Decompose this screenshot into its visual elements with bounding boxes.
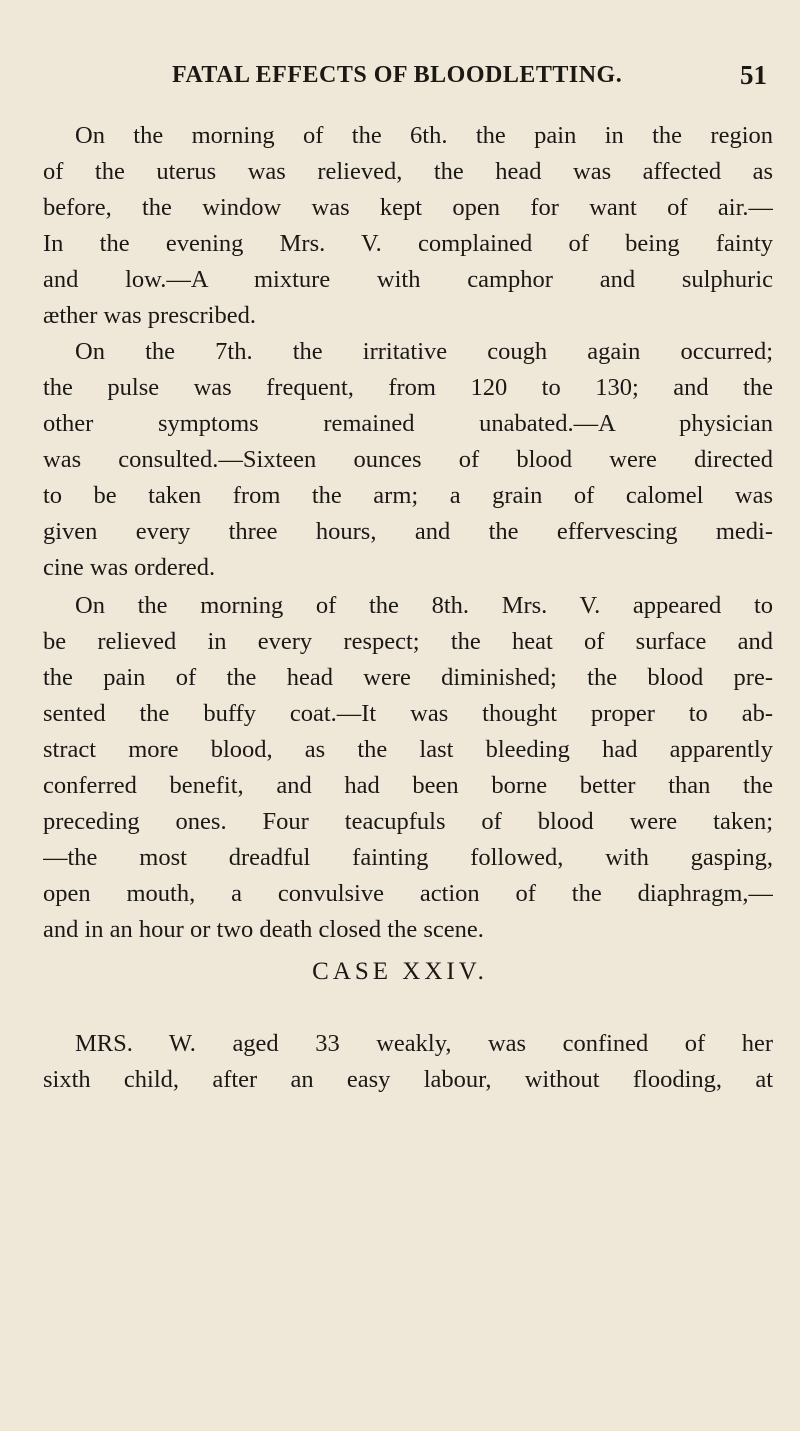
case-heading: CASE XXIV.: [312, 958, 488, 985]
text-line: —the most dreadful fainting followed, with gasping,: [43, 844, 773, 871]
text-line: and low.—A mixture with camphor and sulphuric: [43, 266, 773, 293]
text-line: before, the window was kept open for want of air.—: [43, 194, 773, 221]
paragraph-case-xxiv: [43, 1026, 773, 1098]
text-line: was consulted.—Sixteen ounces of blood were directed: [43, 446, 773, 473]
text-line: stract more blood, as the last bleeding had apparently: [43, 736, 773, 763]
page-number: 51: [740, 60, 767, 90]
text-line: other symptoms remained unabated.—A physician: [43, 410, 773, 437]
text-line: On the morning of the 6th. the pain in the region: [75, 122, 773, 149]
paragraph-7th: [43, 334, 773, 586]
text-line: and in an hour or two death closed the scene.: [43, 916, 484, 943]
text-line: cine was ordered.: [43, 554, 216, 581]
running-title: FATAL EFFECTS OF BLOODLETTING.: [172, 62, 623, 88]
text-line: MRS. W. aged 33 weakly, was confined of her: [75, 1030, 773, 1057]
text-line: be relieved in every respect; the heat of surface and: [43, 628, 773, 655]
text-line: æther was prescribed.: [43, 302, 256, 329]
text-line: conferred benefit, and had been borne better than the: [43, 772, 773, 799]
text-line: On the 7th. the irritative cough again occurred;: [75, 338, 773, 365]
text-line: In the evening Mrs. V. complained of being fainty: [43, 230, 773, 257]
text-line: of the uterus was relieved, the head was affected as: [43, 158, 773, 185]
text-line: On the morning of the 8th. Mrs. V. appeared to: [75, 592, 773, 619]
text-line: open mouth, a convulsive action of the diaphragm,—: [43, 880, 773, 907]
text-line: sixth child, after an easy labour, without flooding, at: [43, 1066, 773, 1093]
text-line: sented the buffy coat.—It was thought proper to ab-: [43, 700, 773, 727]
text-line: to be taken from the arm; a grain of calomel was: [43, 482, 773, 509]
text-line: the pulse was frequent, from 120 to 130; and the: [43, 374, 773, 401]
paragraph-6th: [43, 118, 773, 334]
paragraph-8th: [43, 588, 773, 948]
text-line: preceding ones. Four teacupfuls of blood were taken;: [43, 808, 773, 835]
text-line: the pain of the head were diminished; the blood pre-: [43, 664, 773, 691]
text-line: given every three hours, and the effervescing medi-: [43, 518, 773, 545]
